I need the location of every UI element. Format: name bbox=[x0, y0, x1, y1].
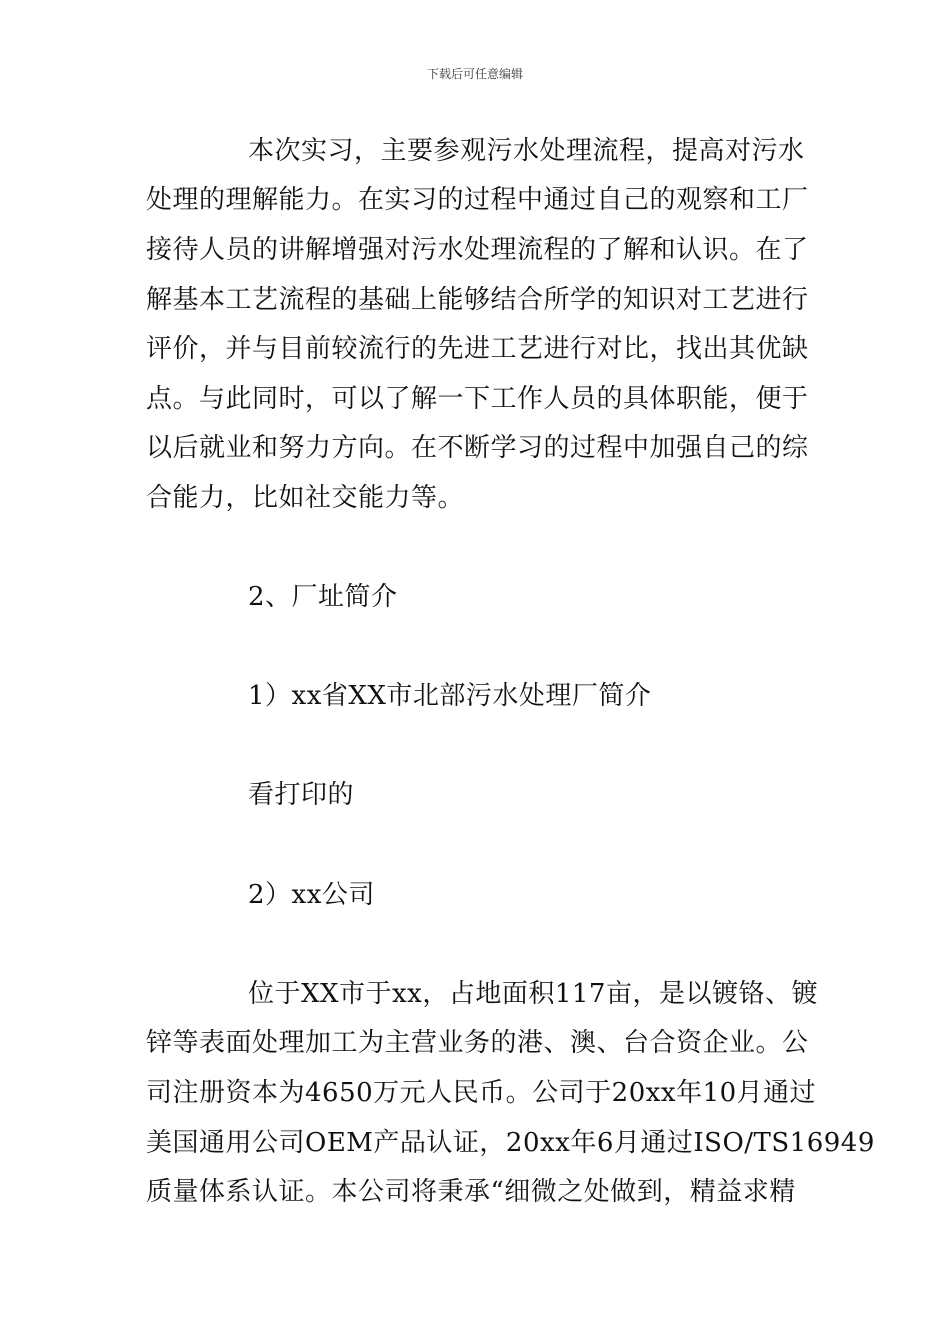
page-header: 下载后可任意编辑 bbox=[426, 67, 523, 81]
paragraph-line: 司注册资本为4650万元人民币。公司于20xx年10月通过 bbox=[146, 1078, 817, 1108]
paragraph-line: 本次实习，主要参观污水处理流程，提高对污水 bbox=[248, 136, 805, 166]
subsection-body: 看打印的 bbox=[248, 780, 355, 810]
section-heading: 2、厂址简介 bbox=[248, 582, 398, 612]
paragraph-line: 解基本工艺流程的基础上能够结合所学的知识对工艺进行 bbox=[146, 285, 809, 315]
subsection-heading: 1）xx省XX市北部污水处理厂简介 bbox=[248, 681, 652, 711]
paragraph-line: 评价，并与目前较流行的先进工艺进行对比，找出其优缺 bbox=[146, 334, 809, 364]
paragraph-line: 锌等表面处理加工为主营业务的港、澳、台合资企业。公 bbox=[146, 1028, 809, 1058]
paragraph-line: 接待人员的讲解增强对污水处理流程的了解和认识。在了 bbox=[146, 235, 809, 265]
paragraph-line: 点。与此同时，可以了解一下工作人员的具体职能，便于 bbox=[146, 384, 809, 414]
paragraph-line: 合能力，比如社交能力等。 bbox=[146, 483, 465, 513]
subsection-heading: 2）xx公司 bbox=[248, 880, 375, 910]
paragraph-line: 美国通用公司OEM产品认证，20xx年6月通过ISO/TS16949 bbox=[146, 1128, 875, 1158]
paragraph-line: 处理的理解能力。在实习的过程中通过自己的观察和工厂 bbox=[146, 185, 809, 215]
paragraph-line: 位于XX市于xx，占地面积117亩，是以镀铬、镀 bbox=[248, 979, 818, 1009]
paragraph-line: 质量体系认证。本公司将秉承“细微之处做到，精益求精 bbox=[146, 1177, 796, 1207]
paragraph-line: 以后就业和努力方向。在不断学习的过程中加强自己的综 bbox=[146, 433, 809, 463]
